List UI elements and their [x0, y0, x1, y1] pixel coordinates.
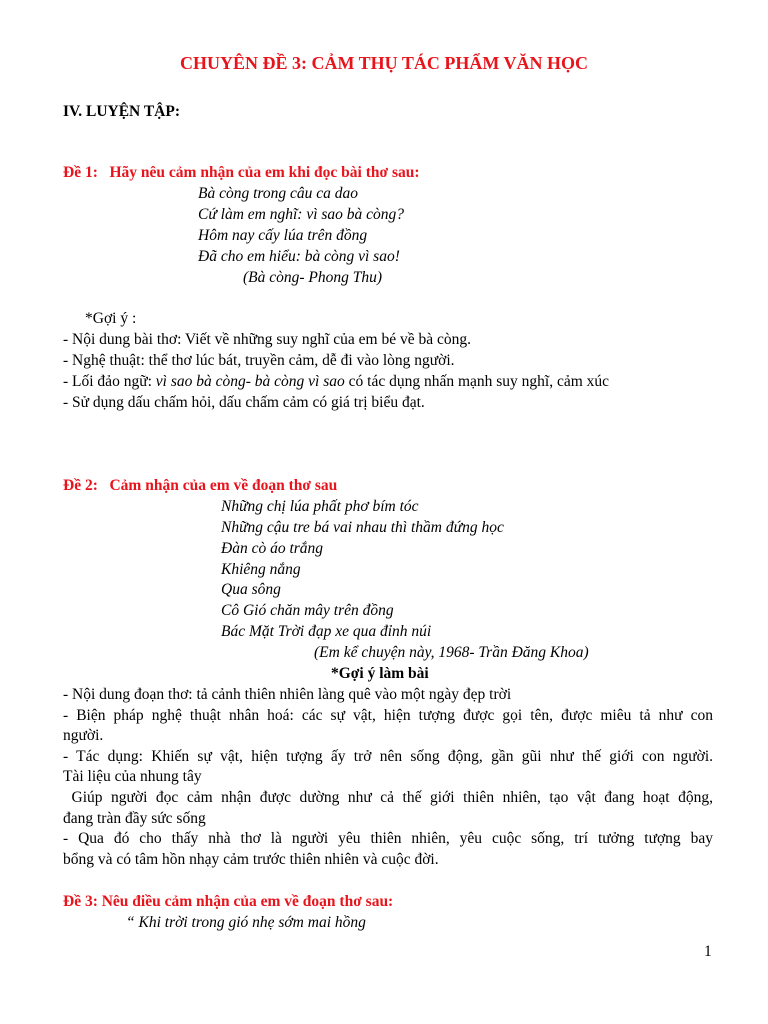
de2-poem-line: Những cậu tre bá vai nhau thì thầm đứng học — [221, 519, 504, 536]
de1-heading: Đề 1: Hãy nêu cảm nhận của em khi đọc bài thơ sau: — [63, 164, 420, 181]
de1-hint3-suffix: có tác dụng nhấn mạnh suy nghĩ, cảm xúc — [344, 373, 610, 390]
de2-hint-line: đang tràn đầy sức sống — [63, 810, 206, 827]
de1-poem-line: Cứ làm em nghĩ: vì sao bà còng? — [198, 206, 405, 223]
de2-poem-line: Những chị lúa phất phơ bím tóc — [221, 498, 419, 515]
document-title: CHUYÊN ĐỀ 3: CẢM THỤ TÁC PHẨM VĂN HỌC — [179, 53, 588, 73]
de2-source: (Em kể chuyện này, 1968- Trần Đăng Khoa) — [314, 644, 589, 661]
de2-hint-line: - Tác dụng: Khiến sự vật, hiện tượng ấy trở nên sống động, gần gũi như thế giới con người. — [63, 748, 713, 765]
de2-poem-line: Qua sông — [221, 581, 281, 598]
page-number: 1 — [704, 943, 712, 960]
de2-hint-line: Tài liệu của nhung tây — [63, 768, 202, 785]
de1-hint-line — [63, 374, 609, 390]
de2-hint-label: *Gợi ý làm bài — [331, 665, 429, 682]
de2-hint-line: Giúp người đọc cảm nhận được dường như cả thế giới thiên nhiên, tạo vật đang hoạt động, — [63, 789, 713, 806]
de1-poem-line: Đã cho em hiểu: bà còng vì sao! — [198, 248, 400, 265]
de1-source: (Bà còng- Phong Thu) — [243, 269, 383, 286]
de2-heading: Đề 2: Cảm nhận của em về đoạn thơ sau — [63, 477, 338, 494]
de1-hint-line: - Nội dung bài thơ: Viết về những suy nghĩ của em bé về bà còng. — [63, 331, 471, 348]
de3-poem-line: “ Khi trời trong gió nhẹ sớm mai hồng — [126, 914, 366, 931]
de1-hint-line: - Nghệ thuật: thể thơ lúc bát, truyền cảm, dễ đi vào lòng người. — [63, 352, 455, 369]
de1-hint-line: - Sử dụng dấu chấm hỏi, dấu chấm cảm có giá trị biểu đạt. — [63, 394, 425, 411]
de2-poem-line: Cô Gió chăn mây trên đồng — [221, 602, 394, 619]
de2-hint-line: - Qua đó cho thấy nhà thơ là người yêu thiên nhiên, yêu cuộc sống, trí tưởng tượng bay — [63, 830, 713, 847]
de2-poem-line: Bác Mặt Trời đạp xe qua đỉnh núi — [221, 623, 432, 640]
section-heading: IV. LUYỆN TẬP: — [63, 103, 180, 120]
de1-hint3-prefix: - Lối đảo ngữ: — [63, 373, 156, 390]
de2-hint-line: người. — [63, 727, 104, 744]
de2-poem-line: Khiêng nắng — [221, 561, 301, 578]
de2-hint-line: - Biện pháp nghệ thuật nhân hoá: các sự vật, hiện tượng được gọi tên, được miêu tả như con — [63, 707, 713, 724]
de3-heading: Đề 3: Nêu điều cảm nhận của em về đoạn thơ sau: — [63, 893, 394, 910]
de2-hint-line: - Nội dung đoạn thơ: tả cảnh thiên nhiên làng quê vào một ngày đẹp trời — [63, 686, 512, 703]
de2-hint-line: bổng và có tâm hồn nhạy cảm trước thiên nhiên và cuộc đời. — [63, 851, 439, 868]
de1-hint3-emphasis: vì sao bà còng- bà còng vì sao — [155, 373, 345, 390]
de2-poem-line: Đàn cò áo trắng — [221, 540, 324, 557]
de1-poem-line: Bà còng trong câu ca dao — [198, 185, 358, 202]
de1-hint-label: *Gợi ý : — [85, 310, 137, 327]
de1-poem-line: Hôm nay cấy lúa trên đồng — [198, 227, 368, 244]
